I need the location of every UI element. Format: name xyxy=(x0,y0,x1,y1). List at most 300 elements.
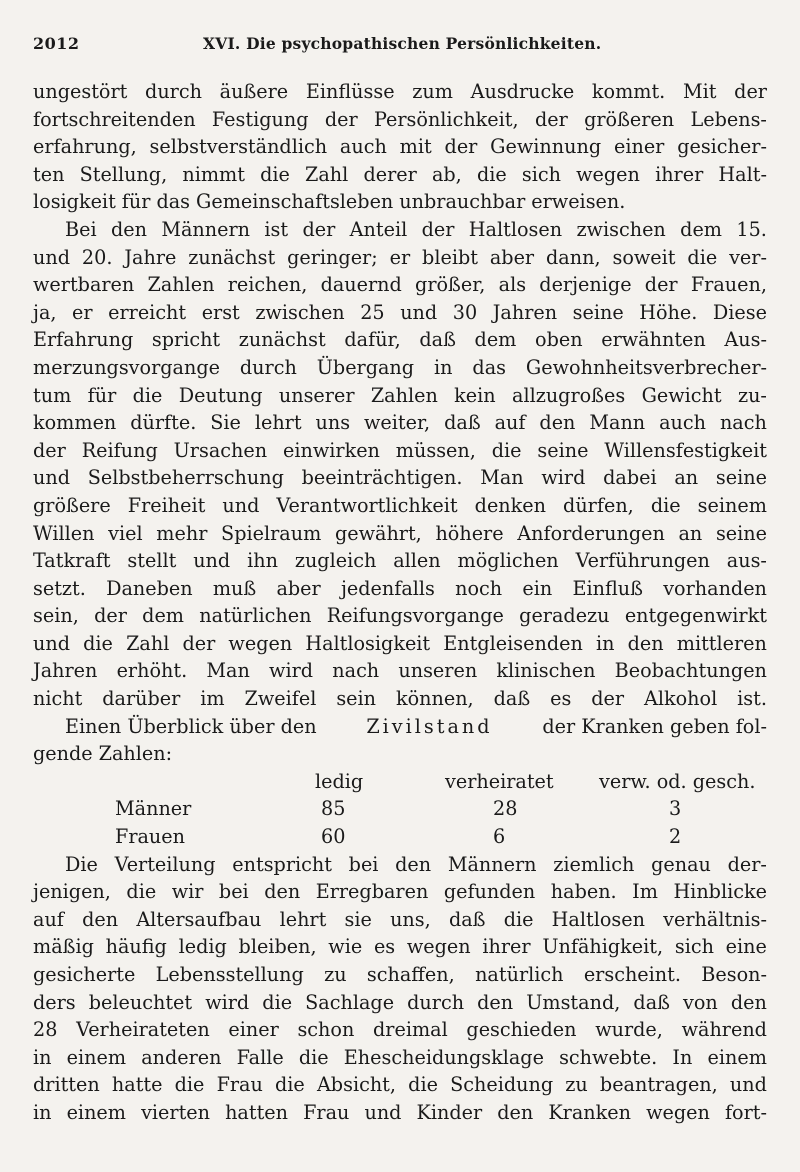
word: Kranken xyxy=(548,1100,631,1124)
word: an xyxy=(678,521,703,545)
text-line xyxy=(33,851,767,879)
word: daß xyxy=(493,687,531,711)
word: Beson- xyxy=(701,963,767,986)
word: auch xyxy=(339,135,387,159)
word: die xyxy=(298,1045,329,1069)
word: auf xyxy=(33,907,64,931)
text-line xyxy=(33,244,767,272)
text-line xyxy=(33,602,767,630)
word: Reifungsvorgange xyxy=(326,604,504,628)
word: kommen xyxy=(33,411,117,435)
word: er xyxy=(72,300,93,324)
word: klinischen xyxy=(496,659,596,683)
word: noch xyxy=(455,576,503,600)
word: die xyxy=(408,1073,438,1097)
text-line xyxy=(33,547,767,575)
word: dürfte. xyxy=(130,411,197,435)
word: das xyxy=(156,190,191,214)
word: einer xyxy=(228,1018,279,1042)
text-line xyxy=(33,933,767,961)
word: nimmt xyxy=(182,162,245,186)
word: größeren xyxy=(584,107,675,131)
word: dabei xyxy=(603,466,657,490)
text-segment: Einen Überblick über den xyxy=(65,714,317,738)
word: Zahlen xyxy=(370,383,438,407)
text-line xyxy=(33,685,767,713)
text-line xyxy=(33,188,767,216)
word: tum xyxy=(33,383,72,407)
word: wird xyxy=(269,659,314,683)
word: daß xyxy=(633,990,670,1014)
table-cell: 3 xyxy=(669,797,682,821)
text-line xyxy=(33,1016,767,1044)
word: geradezu xyxy=(519,604,610,628)
word: dauernd xyxy=(320,273,402,297)
word: Erregbaren xyxy=(315,880,429,904)
word: Umstand, xyxy=(526,990,621,1014)
word: erreicht xyxy=(108,300,187,324)
table-cell: 6 xyxy=(493,825,506,849)
word: Männern xyxy=(161,217,251,241)
word: sich xyxy=(521,162,561,186)
word: Im xyxy=(632,880,658,904)
word: Haltlosigkeit xyxy=(305,631,431,655)
word: 25 xyxy=(360,300,385,324)
text-line xyxy=(33,878,767,906)
word: beleuchtet xyxy=(88,990,193,1014)
word: häufig xyxy=(105,935,167,959)
word: den xyxy=(627,631,664,655)
page-number: 2012 xyxy=(33,34,80,53)
word: aber xyxy=(276,576,321,600)
word: zugleich xyxy=(294,549,377,573)
word: den xyxy=(497,1100,534,1124)
word: kein xyxy=(454,383,496,407)
word: Männern xyxy=(447,852,537,876)
word: und xyxy=(400,300,438,324)
word: möglichen xyxy=(457,549,559,573)
word: Scheidung xyxy=(450,1073,554,1097)
word: wurde, xyxy=(595,1018,663,1042)
word: Mann xyxy=(589,411,646,435)
word: durch xyxy=(407,990,465,1014)
text-segment: der Kranken geben fol- xyxy=(542,714,767,738)
word: Verantwortlichkeit xyxy=(276,493,458,517)
word: geschieden xyxy=(466,1018,577,1042)
word: kommt. xyxy=(591,80,666,103)
word: derer xyxy=(363,162,417,186)
word: ver- xyxy=(729,245,767,269)
text-line xyxy=(33,520,767,548)
word: Die xyxy=(65,852,98,876)
word: Ausdrucke xyxy=(470,80,575,103)
word: ihn xyxy=(247,549,278,573)
word: schon xyxy=(297,1018,355,1042)
word: bleibt xyxy=(422,245,478,269)
text-line xyxy=(33,326,767,354)
word: Sie xyxy=(210,411,241,435)
word: In xyxy=(672,1045,693,1069)
word: den xyxy=(730,990,767,1014)
word: Man xyxy=(206,659,250,683)
text-line xyxy=(33,492,767,520)
word: wegen xyxy=(576,162,640,186)
word: nach xyxy=(719,411,767,435)
word: die xyxy=(83,631,113,655)
word: ja, xyxy=(33,300,57,324)
word: Einflüsse xyxy=(305,80,395,103)
text-line xyxy=(33,78,767,106)
emphasized-term: Zivilstand xyxy=(366,714,493,738)
word: Beobachtungen xyxy=(614,659,767,683)
column-header: verw. od. gesch. xyxy=(599,769,756,793)
word: die xyxy=(260,162,290,186)
text-line xyxy=(33,464,767,492)
word: Gewinnung xyxy=(490,135,602,159)
word: 20. xyxy=(81,245,113,269)
word: daß xyxy=(448,907,486,931)
word: wegen xyxy=(646,1100,710,1124)
word: der xyxy=(534,107,568,131)
word: Sachlage xyxy=(305,990,395,1014)
word: dann, xyxy=(546,245,601,269)
text-line xyxy=(33,382,767,410)
word: die xyxy=(262,990,293,1014)
word: der- xyxy=(727,852,767,876)
word: der xyxy=(302,217,336,241)
word: den xyxy=(539,411,576,435)
word: und xyxy=(33,245,70,269)
word: den xyxy=(82,907,119,931)
word: es xyxy=(550,687,572,711)
word: entspricht xyxy=(232,852,332,876)
word: Bei xyxy=(65,217,97,241)
word: die xyxy=(491,438,522,462)
text-line xyxy=(33,409,767,437)
word: sein, xyxy=(33,604,79,628)
word: derjenige xyxy=(539,273,632,297)
word: genau xyxy=(651,852,711,876)
word: seine xyxy=(537,438,589,462)
word: oben xyxy=(535,328,583,352)
word: 15. xyxy=(736,217,767,241)
word: dafür, xyxy=(344,328,401,352)
word: Gemeinschaftsleben xyxy=(196,190,394,214)
paragraph-1 xyxy=(33,78,767,216)
word: stellt xyxy=(127,549,177,573)
word: Jahren xyxy=(492,300,558,324)
word: natürlich xyxy=(475,963,564,986)
text-line xyxy=(33,961,767,989)
word: in xyxy=(434,355,453,379)
text-line xyxy=(33,1044,767,1072)
column-header: ledig xyxy=(315,769,364,793)
word: Lebens- xyxy=(690,107,767,131)
word: hatte xyxy=(111,1073,163,1097)
text-line xyxy=(33,161,767,189)
table-row xyxy=(33,795,767,823)
word: zu xyxy=(565,1073,588,1097)
word: schwebte. xyxy=(559,1045,658,1069)
word: ziemlich xyxy=(553,852,635,876)
word: Aus- xyxy=(724,328,767,352)
word: ihrer xyxy=(482,935,531,959)
word: Halt- xyxy=(718,162,767,186)
word: ihrer xyxy=(655,162,704,186)
text-line xyxy=(33,989,767,1017)
word: fort- xyxy=(724,1100,767,1124)
word: durch xyxy=(239,355,297,379)
text-line xyxy=(33,106,767,134)
word: fortschreitenden xyxy=(33,107,196,131)
word: den xyxy=(110,217,147,241)
word: unseren xyxy=(398,659,478,683)
word: Selbstbeherrschung xyxy=(87,466,284,490)
word: einem xyxy=(66,1100,126,1124)
word: wegen xyxy=(406,935,471,959)
word: und xyxy=(33,631,70,655)
word: verhältnis- xyxy=(663,907,767,931)
word: im xyxy=(200,687,225,711)
word: zu- xyxy=(737,383,767,407)
word: Jahren xyxy=(33,659,98,683)
word: einer xyxy=(613,135,665,159)
text-line xyxy=(33,133,767,161)
word: und xyxy=(364,1100,402,1124)
word: Daneben xyxy=(106,576,193,600)
table-row xyxy=(33,823,767,851)
word: auf xyxy=(494,411,526,435)
word: Persönlichkeit, xyxy=(373,107,519,131)
word: vorhanden xyxy=(663,576,767,600)
word: Ehescheidungsklage xyxy=(343,1045,544,1069)
word: ist. xyxy=(737,687,767,711)
word: bei xyxy=(348,852,379,876)
word: allen xyxy=(393,549,441,573)
word: für xyxy=(87,383,117,407)
word: mehr xyxy=(156,521,208,545)
word: Tatkraft xyxy=(33,549,111,573)
word: Ursachen xyxy=(173,438,268,462)
word: nicht xyxy=(33,687,83,711)
text-line xyxy=(33,354,767,382)
text-line xyxy=(33,630,767,658)
civil-status-table xyxy=(33,768,767,851)
word: Alkohol xyxy=(643,687,718,711)
word: die xyxy=(126,880,157,904)
word: erscheint. xyxy=(583,963,681,986)
word: die xyxy=(687,245,718,269)
column-header: verheiratet xyxy=(445,769,554,793)
word: Erfahrung xyxy=(33,328,134,352)
word: hatten xyxy=(225,1100,289,1124)
word: und xyxy=(193,549,231,573)
word: sich xyxy=(674,935,714,959)
word: weiter, xyxy=(364,411,431,435)
word: der xyxy=(182,631,216,655)
word: unbrauchbar xyxy=(399,190,526,214)
text-line xyxy=(33,906,767,934)
paragraph-3 xyxy=(33,713,767,768)
word: der xyxy=(324,107,358,131)
running-title: XVI. Die psychopathischen Persönlichkeiten. xyxy=(203,34,602,53)
word: gesicher- xyxy=(677,135,767,159)
table-header-row xyxy=(33,768,767,796)
word: Höhe. xyxy=(639,300,698,324)
word: erwähnten xyxy=(601,328,706,352)
word: ab, xyxy=(431,162,462,186)
word: aus- xyxy=(726,549,767,573)
word: und xyxy=(222,493,260,517)
word: gesicherte xyxy=(33,963,136,986)
word: Zahl xyxy=(126,631,170,655)
word: seine xyxy=(572,300,624,324)
word: selbstverständlich xyxy=(149,135,328,159)
word: Verführungen xyxy=(575,549,710,573)
word: mittleren xyxy=(676,631,767,655)
word: einem xyxy=(707,1045,767,1069)
text-line xyxy=(33,1071,767,1099)
word: jedenfalls xyxy=(340,576,435,600)
word: Festigung xyxy=(211,107,309,131)
text-line xyxy=(33,713,767,741)
word: Gewohnheitsverbrecher- xyxy=(525,355,767,379)
word: mit xyxy=(399,135,432,159)
word: zum xyxy=(412,80,453,103)
word: der xyxy=(421,217,455,241)
word: der xyxy=(734,80,767,103)
text-line xyxy=(33,575,767,603)
word: seine xyxy=(715,521,767,545)
word: der xyxy=(444,135,478,159)
word: Anforderungen xyxy=(517,521,665,545)
word: einem xyxy=(66,1045,127,1069)
word: von xyxy=(683,990,718,1014)
word: darüber xyxy=(102,687,181,711)
word: lehrt xyxy=(254,411,302,435)
word: schaffen, xyxy=(366,963,455,986)
text-line xyxy=(33,437,767,465)
word: die xyxy=(503,907,534,931)
word: Mit xyxy=(682,80,717,103)
word: wird xyxy=(205,990,250,1014)
word: zunächst xyxy=(188,245,276,269)
word: größere xyxy=(33,493,111,517)
word: in xyxy=(595,631,615,655)
word: natürlichen xyxy=(199,604,312,628)
text-line xyxy=(33,740,767,768)
word: gefunden xyxy=(443,880,536,904)
word: reichen, xyxy=(227,273,308,297)
word: es xyxy=(373,935,396,959)
word: dem xyxy=(474,328,517,352)
word: wie xyxy=(328,935,363,959)
word: gewährt, xyxy=(334,521,422,545)
word: Willen xyxy=(33,521,95,545)
word: dem xyxy=(680,217,723,241)
word: wir xyxy=(171,880,204,904)
word: ein xyxy=(522,576,553,600)
word: 28 xyxy=(33,1018,58,1042)
word: der xyxy=(644,273,678,297)
word: ten xyxy=(33,162,65,186)
word: Gewicht xyxy=(641,383,722,407)
word: seinem xyxy=(697,493,767,517)
text-line xyxy=(33,657,767,685)
word: Altersaufbau xyxy=(136,907,262,931)
paragraph-4 xyxy=(33,851,767,1127)
word: während xyxy=(681,1018,767,1042)
word: Frauen, xyxy=(690,273,767,297)
word: Haltlosen xyxy=(551,907,645,931)
word: ledig xyxy=(178,935,227,959)
word: Absicht, xyxy=(316,1073,396,1097)
word: größer, xyxy=(415,273,486,297)
text-line xyxy=(33,1099,767,1127)
word: jenigen, xyxy=(33,880,111,904)
word: daß xyxy=(419,328,456,352)
word: entgegenwirkt xyxy=(624,604,767,628)
body-text xyxy=(33,78,767,1127)
text-line xyxy=(33,271,767,299)
word: Zahl xyxy=(305,162,349,186)
word: wird xyxy=(541,466,586,490)
word: die xyxy=(650,493,681,517)
word: Man xyxy=(480,466,524,490)
paragraph-2 xyxy=(33,216,767,713)
word: sein xyxy=(336,687,377,711)
word: gende xyxy=(33,742,93,766)
word: Freiheit xyxy=(127,493,206,517)
word: äußere xyxy=(219,80,289,103)
table-cell: 60 xyxy=(321,825,346,849)
word: Zahlen: xyxy=(98,742,173,766)
table-cell: 28 xyxy=(493,797,518,821)
word: uns xyxy=(315,411,351,435)
word: der xyxy=(33,438,66,462)
word: das xyxy=(472,355,506,379)
word: er xyxy=(389,245,411,269)
word: Frau xyxy=(216,1073,263,1097)
word: zwischen xyxy=(255,300,345,324)
word: Einfluß xyxy=(572,576,643,600)
word: die xyxy=(174,1073,205,1097)
word: daß xyxy=(444,411,481,435)
word: anderen xyxy=(141,1045,222,1069)
word: uns, xyxy=(390,907,431,931)
word: denken xyxy=(474,493,546,517)
word: in xyxy=(33,1100,52,1124)
word: soweit xyxy=(612,245,676,269)
word: erst xyxy=(201,300,240,324)
word: spricht xyxy=(151,328,221,352)
word: in xyxy=(33,1045,52,1069)
word: die xyxy=(132,383,163,407)
word: bleiben, xyxy=(238,935,317,959)
word: höhere xyxy=(435,521,504,545)
word: Reifung xyxy=(81,438,158,462)
word: zwischen xyxy=(576,217,666,241)
word: dritten xyxy=(33,1073,100,1097)
word: Übergang xyxy=(316,355,415,379)
word: Kinder xyxy=(416,1100,483,1124)
word: Verteilung xyxy=(114,852,216,876)
word: Willensfestigkeit xyxy=(604,438,767,462)
word: sie xyxy=(344,907,372,931)
word: beantragen, xyxy=(599,1073,718,1097)
word: muß xyxy=(212,576,257,600)
word: erhöht. xyxy=(116,659,188,683)
